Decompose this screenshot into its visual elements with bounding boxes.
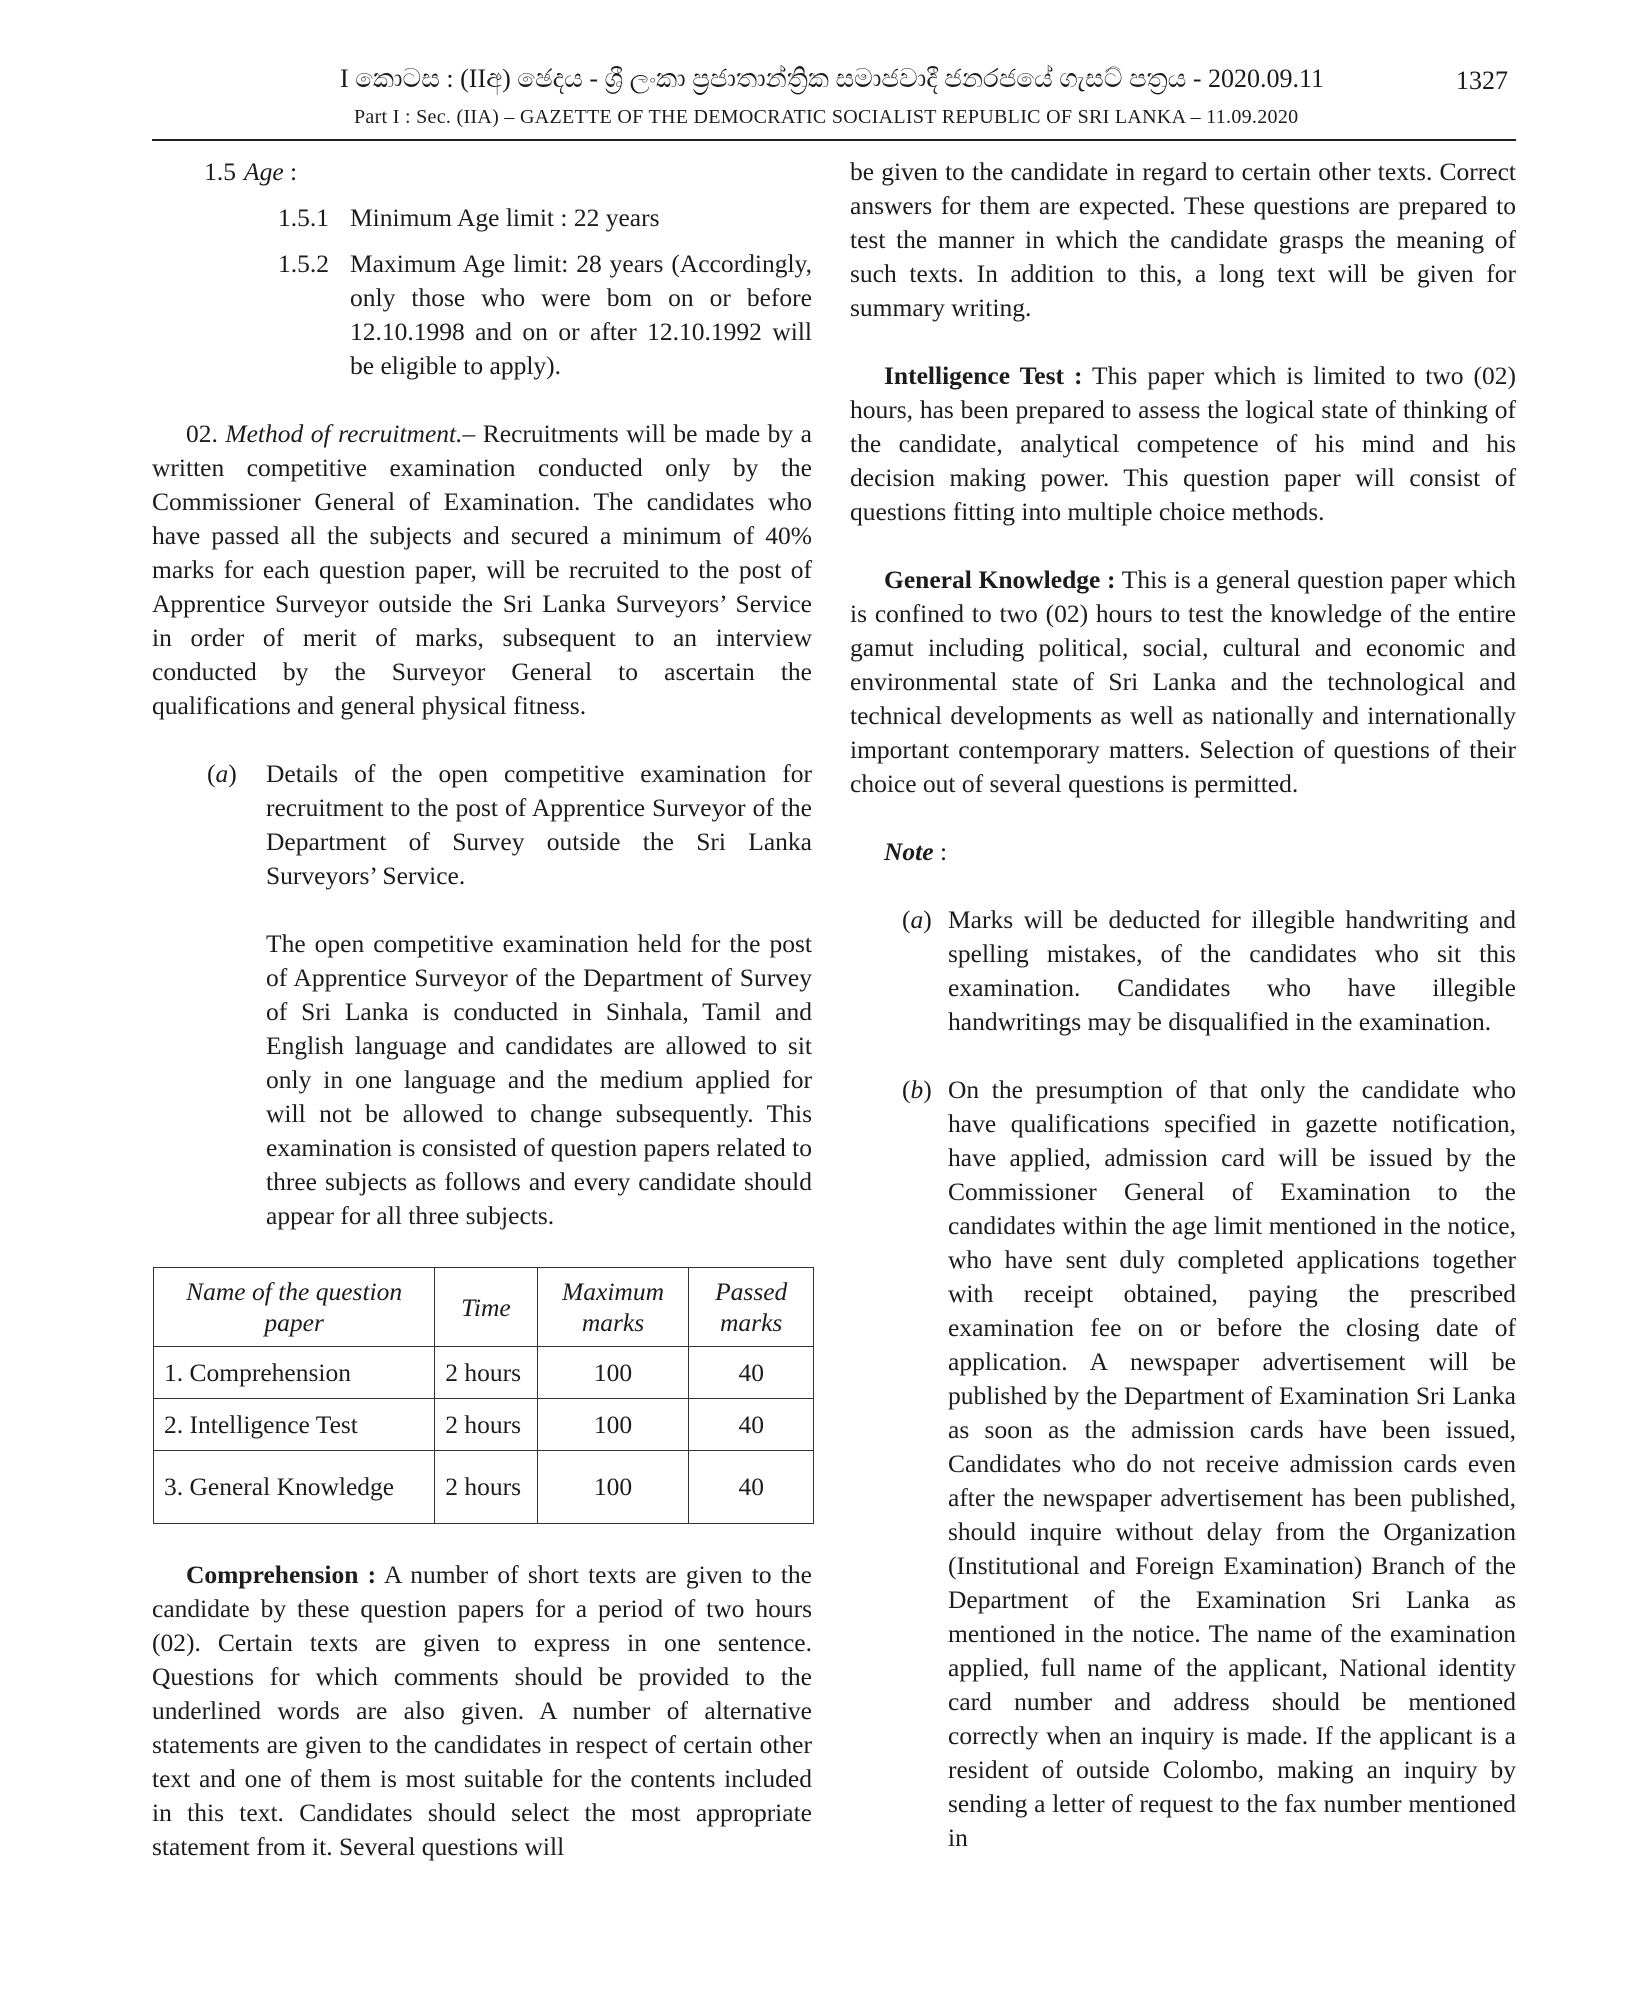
- max-age-text: Maximum Age limit: 28 years (Accordingly, only those who were bom on or before 12.10.1998 and on or after 12.10.1992 will be eligible to apply).: [350, 249, 812, 380]
- min-age-number: 1.5.1: [278, 203, 329, 232]
- method-text: Recruitments will be made by a written competitive examination conducted only by the Commissioner General of Examination. The candidates who have passed all the subjects and secured a minimum of 40% marks for each question paper, will be recruited to the post of Apprentice Surveyor outside the Sri Lanka Surveyors’ Service in order of merit of marks, subsequent to an interview conducted by the Surveyor General to ascertain the qualifications and general physical fitness.: [152, 419, 812, 720]
- comprehension-title: Comprehension :: [186, 1560, 377, 1589]
- item-a-label: (a): [207, 759, 237, 788]
- cell-time: 2 hours: [435, 1451, 537, 1524]
- col-header-max-marks: Maximum marks: [537, 1268, 689, 1347]
- right-column: [850, 155, 1516, 1855]
- method-paragraph: [152, 417, 812, 723]
- note-item-a-label: (a): [902, 905, 932, 934]
- method-title: Method of recruitment.–: [225, 419, 476, 448]
- note-item-b: [850, 1073, 1516, 1855]
- cell-max: 100: [537, 1347, 689, 1399]
- exam-details-paragraph: The open competitive examination held for the post of Apprentice Surveyor of the Department of Survey of Sri Lanka is conducted in Sinhala, Tamil and English language and candidates are allowed to sit only in one language and the medium applied for will not be allowed to change subsequently. This examination is consisted of question papers related to three subjects as follows and every candidate should appear for all three subjects.: [266, 929, 812, 1230]
- table-row: [154, 1347, 814, 1399]
- age-colon: :: [283, 157, 298, 186]
- header-english-line: Part I : Sec. (IIA) – GAZETTE OF THE DEMOCRATIC SOCIALIST REPUBLIC OF SRI LANKA – 11.09.2020: [354, 106, 1299, 128]
- header-rule: [152, 139, 1516, 141]
- general-knowledge-paragraph: [850, 563, 1516, 801]
- comprehension-continued: be given to the candidate in regard to certain other texts. Correct answers for them are expected. These questions are prepared to test the manner in which the candidate grasps the meaning of such texts. In addition to this, a long text will be given for summary writing.: [850, 157, 1516, 322]
- comprehension-text: A number of short texts are given to the candidate by these question papers for a period of two hours (02). Certain texts are given to express in one sentence. Questions for which comments should be provided to the underlined words are also given. A number of alternative statements are given to the candidates in respect of certain other text and one of them is most suitable for the contents included in this text. Candidates should select the most appropriate statement from it. Several questions will: [152, 1560, 812, 1861]
- min-age-item: [152, 201, 812, 235]
- table-row: [154, 1451, 814, 1524]
- cell-passed: 40: [689, 1347, 814, 1399]
- table-row: [154, 1399, 814, 1451]
- min-age-text: Minimum Age limit : 22 years: [350, 203, 660, 232]
- method-number: 02.: [186, 419, 218, 448]
- cell-passed: 40: [689, 1451, 814, 1524]
- intelligence-text: This paper which is limited to two (02) hours, has been prepared to assess the logical state of thinking of the candidate, analytical competence of his mind and his decision making power. This question paper will consist of questions fitting into multiple choice methods.: [850, 361, 1516, 526]
- age-number: 1.5: [204, 157, 236, 186]
- age-heading: [152, 155, 812, 189]
- col-header-paper: Name of the question paper: [154, 1268, 435, 1347]
- general-knowledge-text: This is a general question paper which is confined to two (02) hours to test the knowledge of the entire gamut including political, social, cultural and economic and environmental state of Sri Lanka and the technological and technical developments as well as nationally and internationally important contemporary matters. Selection of questions of their choice out of several questions is permitted.: [850, 565, 1516, 798]
- cell-paper: 2. Intelligence Test: [154, 1399, 435, 1451]
- intelligence-paragraph: [850, 359, 1516, 529]
- note-colon: :: [933, 837, 948, 866]
- note-item-b-label: (b): [902, 1075, 932, 1104]
- note-label: Note: [884, 837, 934, 866]
- cell-time: 2 hours: [435, 1399, 537, 1451]
- max-age-item: [152, 247, 812, 383]
- cell-max: 100: [537, 1399, 689, 1451]
- general-knowledge-title: General Knowledge :: [884, 565, 1116, 594]
- age-label: Age: [244, 157, 284, 186]
- intelligence-title: Intelligence Test :: [884, 361, 1083, 390]
- item-a-text: Details of the open competitive examination for recruitment to the post of Apprentice Surveyor of the Department of Survey outside the Sri Lanka Surveyors’ Service.: [266, 759, 812, 890]
- note-item-a: [850, 903, 1516, 1039]
- cell-time: 2 hours: [435, 1347, 537, 1399]
- left-column: [152, 155, 812, 1864]
- cell-paper: 1. Comprehension: [154, 1347, 435, 1399]
- exam-subjects-table: [153, 1267, 814, 1524]
- header-sinhala-line: I කොටස : (IIඅ) ඡෙදය - ශ්‍රී ලංකා ප්‍රජාතාන්ත්‍රික සමාජවාදී ජනරජයේ ගැසට් පත්‍රය - 2020.09.11: [340, 64, 1325, 93]
- comprehension-paragraph: [152, 1558, 812, 1864]
- note-item-a-text: Marks will be deducted for illegible handwriting and spelling mistakes, of the candidates who sit this examination. Candidates who have illegible handwritings may be disqualified in the examination.: [948, 905, 1516, 1036]
- cell-paper: 3. General Knowledge: [154, 1451, 435, 1524]
- cell-max: 100: [537, 1451, 689, 1524]
- cell-passed: 40: [689, 1399, 814, 1451]
- note-heading: [850, 835, 1516, 869]
- item-a: [152, 757, 812, 893]
- col-header-time: Time: [435, 1268, 537, 1347]
- page-number: 1327: [1456, 66, 1508, 95]
- col-header-passed-marks: Passed marks: [689, 1268, 814, 1347]
- note-item-b-text: On the presumption of that only the candidate who have qualifications specified in gazette notification, have applied, admission card will be issued by the Commissioner General of Examination to the candidates within the age limit mentioned in the notice, who have sent duly completed applications together with receipt obtained, paying the prescribed examination fee on or before the closing date of application. A newspaper advertisement will be published by the Department of Examination Sri Lanka as soon as the admission cards have been issued, Candidates who do not receive admission cards even after the newspaper advertisement has been published, should inquire without delay from the Organization (Institutional and Foreign Examination) Branch of the Department of the Examination Sri Lanka as mentioned in the notice. The name of the examination applied, full name of the applicant, National identity card number and address should be mentioned correctly when an inquiry is made. If the applicant is a resident of outside Colombo, making an inquiry by sending a letter of request to the fax number mentioned in: [948, 1075, 1516, 1852]
- max-age-number: 1.5.2: [278, 249, 329, 278]
